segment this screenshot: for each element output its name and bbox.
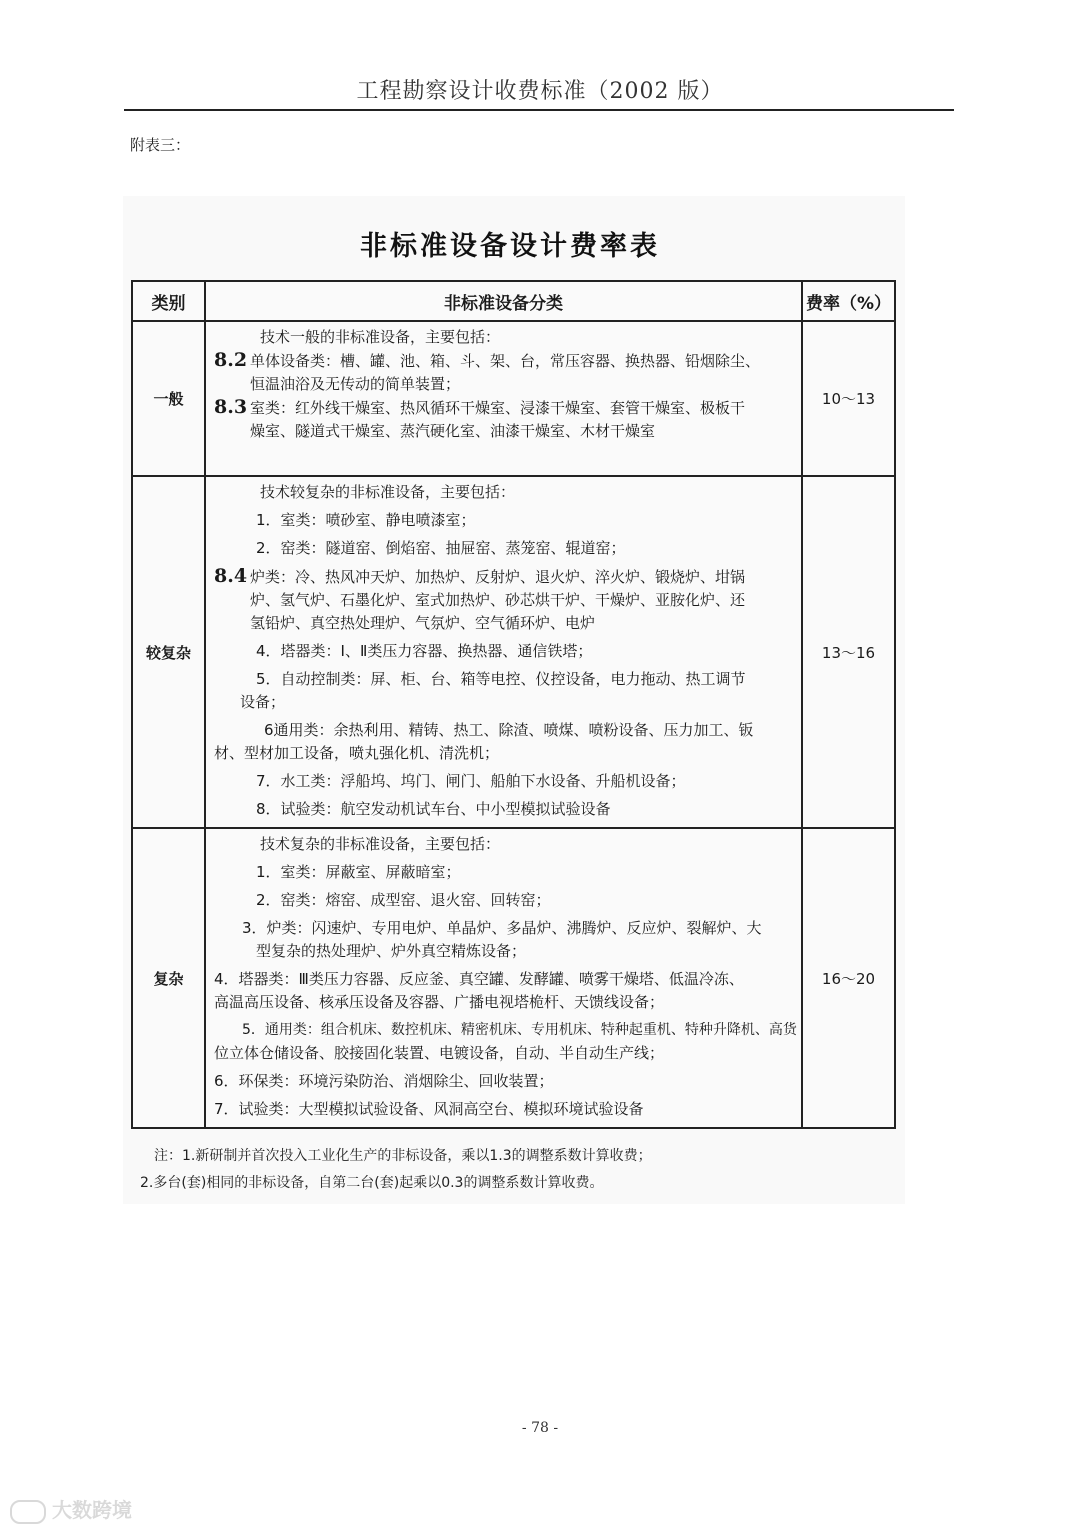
category-cell: 一般	[132, 321, 205, 476]
watermark-text: 大数跨境	[52, 1498, 132, 1522]
header-divider	[124, 109, 954, 111]
table-title: 非标准设备设计费率表	[360, 231, 660, 262]
table-notes	[140, 1143, 652, 1197]
header-category: 类别	[132, 281, 205, 321]
table-row	[132, 476, 895, 828]
header-classification: 非标准设备分类	[205, 281, 802, 321]
table-row	[132, 828, 895, 1128]
section-code: 8.2	[214, 349, 248, 371]
page-number: - 78 -	[521, 1420, 559, 1436]
watermark-logo-icon	[10, 1500, 46, 1524]
classification-cell: 技术较复杂的非标准设备，主要包括： 1．室类：喷砂室、静电喷漆室； 2．窑类：隧道窑、倒焰窑、抽屉窑、蒸笼窑、辊道窑； 8.4 炉类：冷、热风冲天炉、加热炉、反射炉、退火炉、淬火炉、锻烧炉、坩锅 炉、氢气炉、石墨化炉、室式加热炉、砂芯烘干炉、干燥炉、亚胺化炉、还 氢铅炉、真空热处理炉、气氛炉、空气循环炉、电炉 4．塔器类：Ⅰ、Ⅱ类压力容器、换热器、通信铁塔； 5．自动控制类：屏、柜、台、箱等电控、仪控设备，电力拖动、热工调节 设备； 6通用类：余热利用、精铸、热工、除渣、喷煤、喷粉设备、压力加工、钣 材、型材加工设备，喷丸强化机、清洗机； 7．水工类：浮船坞、坞门、闸门、船舶下水设备、升船机设备； 8．试验类：航空发动机试车台、中小型模拟试验设备	[205, 476, 802, 828]
table-header-row	[132, 281, 895, 321]
page-header-title: 工程勘察设计收费标准（2002 版）	[356, 79, 724, 104]
category-cell: 复杂	[132, 828, 205, 1128]
watermark	[10, 1494, 132, 1524]
classification-cell: 技术复杂的非标准设备，主要包括： 1．室类：屏蔽室、屏蔽暗室； 2．窑类：熔窑、成型窑、退火窑、回转窑； 3．炉类：闪速炉、专用电炉、单晶炉、多晶炉、沸腾炉、反应炉、裂解炉、大 型复杂的热处理炉、炉外真空精炼设备； 4．塔器类：Ⅲ类压力容器、反应釜、真空罐、发酵罐、喷雾干燥塔、低温冷冻、 高温高压设备、核承压设备及容器、广播电视塔桅杆、天馈线设备； 5．通用类：组合机床、数控机床、精密机床、专用机床、特种起重机、特种升降机、高货 位立体仓储设备、胶接固化装置、电镀设备，自动、半自动生产线； 6．环保类：环境污染防治、消烟除尘、回收装置； 7．试验类：大型模拟试验设备、风洞高空台、模拟环境试验设备	[205, 828, 802, 1128]
rate-cell: 16～20	[802, 828, 895, 1128]
note-1: 注：1.新研制并首次投入工业化生产的非标设备，乘以1.3的调整系数计算收费；	[154, 1148, 652, 1164]
note-2: 2.多台(套)相同的非标设备，自第二台(套)起乘以0.3的调整系数计算收费。	[140, 1175, 604, 1191]
section-code: 8.3	[214, 396, 248, 418]
rate-cell: 10～13	[802, 321, 895, 476]
appendix-label: 附表三：	[130, 136, 191, 154]
table-row	[132, 321, 895, 476]
header-rate: 费率（%）	[802, 281, 895, 321]
category-cell: 较复杂	[132, 476, 205, 828]
rate-table	[131, 280, 896, 1129]
classification-cell: 技术一般的非标准设备，主要包括： 8.2 单体设备类：槽、罐、池、箱、斗、架、台，常压容器、换热器、铅烟除尘、 恒温油浴及无传动的简单装置； 8.3 室类：红外线干燥室、热风循环干燥室、浸漆干燥室、套管干燥室、极板干 燥室、隧道式干燥室、蒸汽硬化室、油漆干燥室、木材干燥室	[205, 321, 802, 476]
section-code: 8.4	[214, 565, 248, 587]
rate-cell: 13～16	[802, 476, 895, 828]
